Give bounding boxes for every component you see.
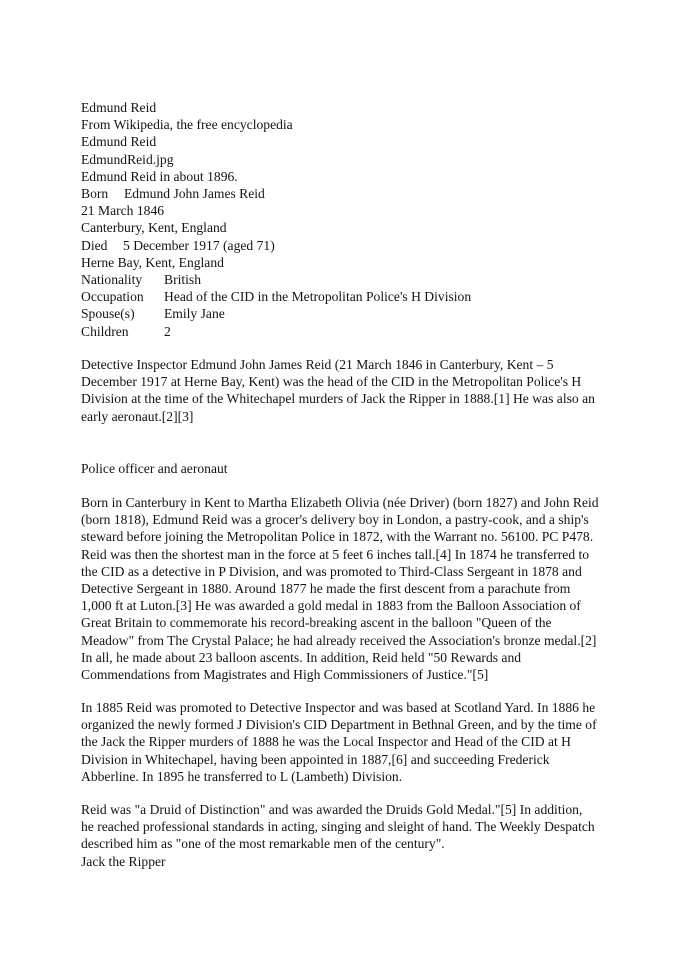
row-value: 2 bbox=[164, 323, 171, 339]
text-line: the CID as a detective in P Division, and was promoted to Third-Class Sergeant in 1878 and bbox=[81, 563, 582, 579]
row-value: Emily Jane bbox=[164, 306, 225, 322]
text-line: Abberline. In 1895 he transferred to L (Lambeth) Division. bbox=[81, 768, 403, 784]
row-label: Nationality bbox=[81, 272, 143, 288]
born-name: Edmund John James Reid bbox=[124, 186, 265, 202]
image-filename: EdmundReid.jpg bbox=[81, 151, 174, 167]
infobox-row-spouse bbox=[81, 305, 601, 322]
text-line: Born in Canterbury in Kent to Martha Elizabeth Olivia (née Driver) (born 1827) and John Reid bbox=[81, 495, 599, 510]
died-row bbox=[81, 237, 601, 254]
infobox-name: Edmund Reid bbox=[81, 134, 157, 150]
row-label: Children bbox=[81, 323, 129, 339]
text-line: Meadow" from The Crystal Palace; he had already received the Association's bronze medal.[2] bbox=[81, 632, 597, 648]
text-line: early aeronaut.[2][3] bbox=[81, 408, 194, 424]
text-line: Jack the Ripper bbox=[81, 853, 166, 869]
section-heading bbox=[81, 460, 601, 477]
text-line: he reached professional standards in acting, singing and sleight of hand. The Weekly Despatch bbox=[81, 819, 595, 835]
text-line: Reid was "a Druid of Distinction" and was awarded the Druids Gold Medal."[5] In addition, bbox=[81, 802, 583, 817]
born-row bbox=[81, 185, 601, 202]
text-line: Commendations from Magistrates and High Commissioners of Justice."[5] bbox=[81, 667, 489, 683]
text-line: 1,000 ft at Luton.[3] He was awarded a gold medal in 1883 from the Balloon Association of bbox=[81, 598, 581, 614]
died-place: Herne Bay, Kent, England bbox=[81, 254, 224, 270]
text-line: (born 1818), Edmund Reid was a grocer's delivery boy in London, a pastry-cook, and a ship's bbox=[81, 512, 589, 528]
article-title: Edmund Reid bbox=[81, 100, 157, 115]
born-date: 21 March 1846 bbox=[81, 203, 165, 219]
text-line: Reid was then the shortest man in the force at 5 feet 6 inches tall.[4] In 1874 he transferred to bbox=[81, 546, 590, 562]
text-line: In all, he made about 23 balloon ascents. In addition, Reid held "50 Rewards and bbox=[81, 649, 522, 665]
row-label: Occupation bbox=[81, 289, 144, 305]
died-label: Died bbox=[81, 237, 108, 253]
born-label: Born bbox=[81, 186, 109, 202]
infobox-row-nationality bbox=[81, 271, 601, 288]
row-value: British bbox=[164, 272, 202, 288]
section-heading-text: Police officer and aeronaut bbox=[81, 461, 228, 476]
text-line: Detective Sergeant in 1880. Around 1877 he made the first descent from a parachute from bbox=[81, 581, 571, 597]
lead-paragraph bbox=[81, 356, 601, 425]
text-line: steward before joining the Metropolitan Police in 1872, with the Warrant no. 56100. PC P478. bbox=[81, 529, 594, 545]
text-line: organized the newly formed J Division's CID Department in Bethnal Green, and by the time of bbox=[81, 717, 597, 733]
text-line: the Jack the Ripper murders of 1888 he was the Local Inspector and Head of the CID at H bbox=[81, 734, 571, 750]
text-line: described him as "one of the most remarkable men of the century". bbox=[81, 836, 445, 852]
born-place: Canterbury, Kent, England bbox=[81, 220, 227, 236]
text-line: December 1917 at Herne Bay, Kent) was the head of the CID in the Metropolitan Police's H bbox=[81, 374, 582, 390]
infobox-row-children bbox=[81, 323, 601, 340]
row-label: Spouse(s) bbox=[81, 306, 135, 322]
text-line: Division at the time of the Whitechapel murders of Jack the Ripper in 1888.[1] He was also an bbox=[81, 391, 595, 407]
died-date: 5 December 1917 (aged 71) bbox=[123, 237, 275, 253]
text-line: Division in Whitechapel, having been appointed in 1887,[6] and succeeding Frederick bbox=[81, 751, 550, 767]
source-line: From Wikipedia, the free encyclopedia bbox=[81, 117, 293, 133]
image-caption: Edmund Reid in about 1896. bbox=[81, 168, 238, 184]
paragraph-1 bbox=[81, 494, 601, 683]
text-line: In 1885 Reid was promoted to Detective Inspector and was based at Scotland Yard. In 1886 he bbox=[81, 700, 596, 715]
text-line: Detective Inspector Edmund John James Reid (21 March 1846 in Canterbury, Kent – 5 bbox=[81, 357, 554, 372]
infobox bbox=[81, 99, 601, 340]
row-value: Head of the CID in the Metropolitan Police's H Division bbox=[164, 289, 472, 305]
paragraph-3 bbox=[81, 801, 601, 870]
infobox-row-occupation bbox=[81, 288, 601, 305]
paragraph-2 bbox=[81, 699, 601, 785]
text-line: Great Britain to commemorate his record-breaking ascent in the balloon "Queen of the bbox=[81, 615, 552, 631]
